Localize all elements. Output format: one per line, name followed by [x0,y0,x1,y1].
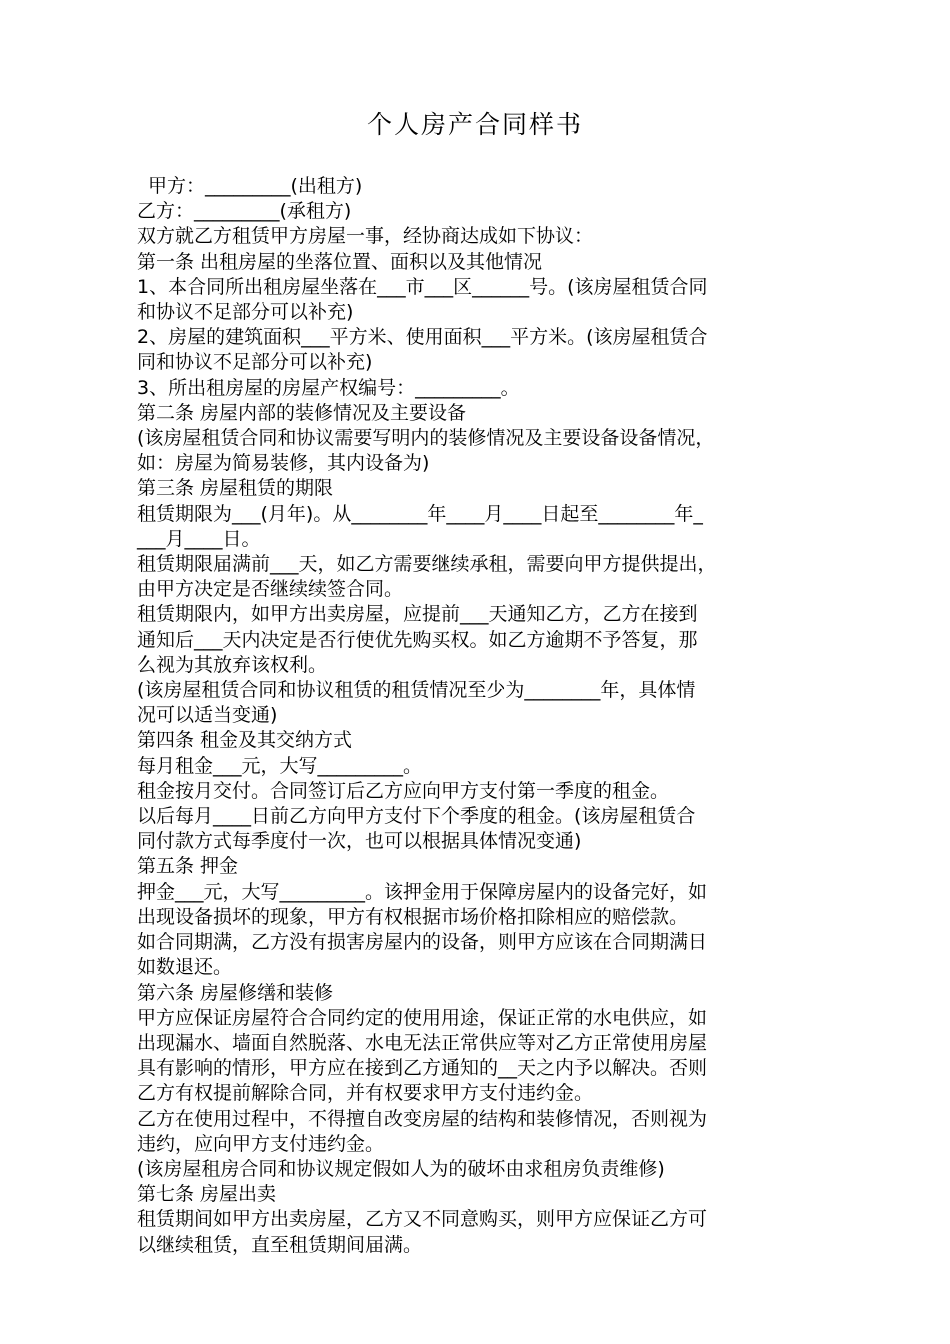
document-line: 同和协议不足部分可以补充) [137,351,373,374]
document-line: 第五条 押金 [137,855,239,878]
document-line: 以继续租赁，直至租赁期间届满。 [137,1233,423,1256]
document-line: 第二条 房屋内部的装修情况及主要设备 [137,401,467,424]
document-line: 3、所出租房屋的房屋产权编号：_________。 [137,376,520,399]
document-line: 乙方在使用过程中，不得擅自改变房屋的结构和装修情况，否则视为 [137,1107,708,1130]
document-line: 违约，应向甲方支付违约金。 [137,1132,385,1155]
document-line: ___月____日。 [137,527,261,550]
document-line: 甲方应保证房屋符合合同约定的使用用途，保证正常的水电供应，如 [137,1006,708,1029]
document-line: 租赁期限届满前___天，如乙方需要继续承租，需要向甲方提供提出， [137,553,717,576]
document-line: (该房屋租房合同和协议规定假如人为的破坏由求租房负责维修) [137,1157,665,1180]
document-body [137,174,817,1258]
document-line: 第一条 出租房屋的坐落位置、面积以及其他情况 [137,250,543,273]
document-line: 第七条 房屋出卖 [137,1183,277,1206]
document-line: (该房屋租赁合同和协议租赁的租赁情况至少为________年，具体情 [137,679,696,702]
document-line: 通知后___天内决定是否行使优先购买权。如乙方逾期不予答复，那 [137,628,698,651]
document-line: 具有影响的情形，甲方应在接到乙方通知的__天之内予以解决。否则 [137,1057,708,1080]
document-line: 和协议不足部分可以补充) [137,301,354,324]
document-line: 租赁期限为___(月年)。从________年____月____日起至________年_ [137,502,703,525]
document-line: 第四条 租金及其交纳方式 [137,729,353,752]
document-line: 如：房屋为简易装修，其内设备为) [137,452,430,475]
document-line: 甲方：_________(出租方) [148,175,363,197]
document-line: 第三条 房屋租赁的期限 [137,477,334,500]
document-line: 押金___元，大写_________。该押金用于保障房屋内的设备完好，如 [137,880,708,903]
document-line: 由甲方决定是否继续续签合同。 [137,578,404,601]
document-line: 租金按月交付。合同签订后乙方应向甲方支付第一季度的租金。 [137,779,670,802]
document-line: (该房屋租赁合同和协议需要写明内的装修情况及主要设备设备情况， [137,427,715,450]
document-line: 双方就乙方租赁甲方房屋一事，经协商达成如下协议： [137,225,594,248]
document-line: 2、房屋的建筑面积___平方米、使用面积___平方米。(该房屋租赁合 [137,326,708,349]
document-line: 么视为其放弃该权利。 [137,653,328,676]
document-line: 第六条 房屋修缮和装修 [137,981,334,1004]
document-line: 以后每月____日前乙方向甲方支付下个季度的租金。(该房屋租赁合 [137,805,696,828]
document-line: 每月租金___元，大写_________。 [137,754,423,777]
document-line: 乙方：_________(承租方) [137,200,352,223]
document-line: 如合同期满，乙方没有损害房屋内的设备，则甲方应该在合同期满日 [137,931,708,954]
document-line: 同付款方式每季度付一次，也可以根据具体情况变通) [137,830,582,853]
document-line: 出现设备损坏的现象，甲方有权根据市场价格扣除相应的赔偿款。 [137,905,689,928]
document-line: 租赁期间如甲方出卖房屋，乙方又不同意购买，则甲方应保证乙方可 [137,1208,708,1231]
document-line: 出现漏水、墙面自然脱落、水电无法正常供应等对乙方正常使用房屋 [137,1031,708,1054]
document-title: 个人房产合同样书 [366,110,583,139]
document-line: 况可以适当变通) [137,704,278,727]
document-line: 乙方有权提前解除合同，并有权要求甲方支付违约金。 [137,1082,594,1105]
document-line: 如数退还。 [137,956,233,979]
document-line: 租赁期限内，如甲方出卖房屋，应提前___天通知乙方，乙方在接到 [137,603,698,626]
document-line: 1、本合同所出租房屋坐落在___市___区______号。(该房屋租赁合同 [137,275,708,298]
